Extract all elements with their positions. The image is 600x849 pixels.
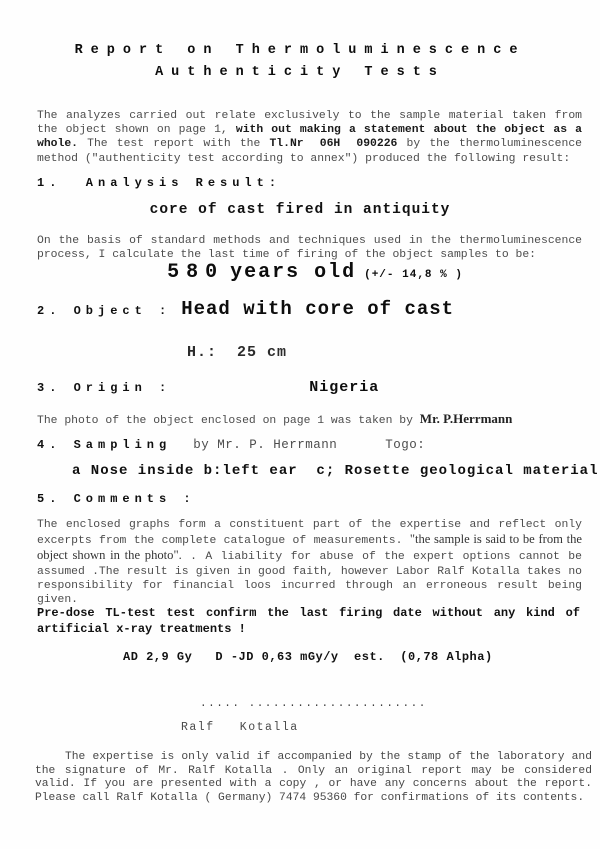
object-line xyxy=(37,298,454,320)
report-title-line-2: Authenticity Tests xyxy=(155,65,445,80)
intro-seg-3: by the thermoluminescence method ("authenticity test according to annex") produced the following result: xyxy=(37,138,582,165)
section-3-heading: 3. Origin : xyxy=(37,381,172,395)
section-4-heading: 4. Sampling xyxy=(37,438,172,452)
signatory-name: Ralf Kotalla xyxy=(181,721,299,734)
sampling-positions-line: a Nose inside b:left ear c; Rosette geological material xyxy=(72,463,599,479)
age-value: 580 xyxy=(167,261,225,284)
object-value: Head with core of cast xyxy=(181,298,455,320)
tl-number: Tl.Nr 06H 090226 xyxy=(269,138,398,151)
comments-seg-2: . A liability for abuse of the expert options cannot be assumed .The result is given in good faith, however Labor Ralf Kotalla takes no responsibility for financial loos incurred through an erroneous result being given. xyxy=(37,551,582,607)
section-5-heading: 5. Comments : xyxy=(37,492,196,506)
dose-values-line: AD 2,9 Gy D -JD 0,63 mGy/y est. (0,78 Alpha) xyxy=(123,650,493,664)
sampling-line xyxy=(37,438,425,452)
origin-line xyxy=(37,379,379,396)
section-2-heading: 2. Object : xyxy=(37,304,172,318)
analysis-body-paragraph: On the basis of standard methods and techniques used in the thermoluminescence process, I calculate the last time of firing of the object samples to be: xyxy=(37,235,582,262)
photo-credit-text: The photo of the object enclosed on page 1 was taken by xyxy=(37,415,420,427)
age-unit: years old xyxy=(230,261,357,284)
photographer-name: Mr. P.Herrmann xyxy=(419,411,513,426)
footer-paragraph: The expertise is only valid if accompanied by the stamp of the laboratory and the signature of Mr. Ralf Kotalla . Only an original report may be considered valid. If you are presented with a copy , or have any concerns about the report. Please call Ralf Kotalla ( Germany) 7474 95360 for confirmations of its contents. xyxy=(35,751,592,804)
photo-credit-line xyxy=(37,411,512,427)
age-result-line xyxy=(0,261,600,284)
intro-seg-2: The test report with the xyxy=(78,138,270,151)
report-title-line-1: Report on Thermoluminescence xyxy=(74,43,526,58)
age-tolerance: (+/- 14,8 % ) xyxy=(364,269,463,281)
sampling-location: Togo: xyxy=(385,438,426,452)
intro-seg-1: The analyzes carried out relate exclusively to the sample material taken from the object shown on page 1, xyxy=(37,110,582,137)
comments-seg-1: The enclosed graphs form a constituent part of the expertise and reflect only excerpts from the complete catalogue of measurements. xyxy=(37,519,582,548)
intro-bold-statement: with out making a statement about the object as a whole. xyxy=(37,124,582,151)
comments-quote: "the sample is said to be from the object shown in the photo". xyxy=(37,532,582,563)
comments-paragraph xyxy=(37,518,582,607)
analysis-result-title: core of cast fired in antiquity xyxy=(149,202,451,218)
intro-paragraph xyxy=(37,109,582,166)
origin-value: Nigeria xyxy=(309,379,380,396)
report-title xyxy=(0,40,600,84)
section-1-heading: 1. Analysis Result: xyxy=(37,176,282,190)
predose-statement: Pre-dose TL-test test confirm the last firing date without any kind of artificial x-ray treatments ! xyxy=(37,606,580,636)
signature-dots: ..... ...................... xyxy=(200,698,427,710)
sampling-by: by Mr. P. Herrmann xyxy=(193,438,338,452)
object-height: H.: 25 cm xyxy=(187,344,288,361)
